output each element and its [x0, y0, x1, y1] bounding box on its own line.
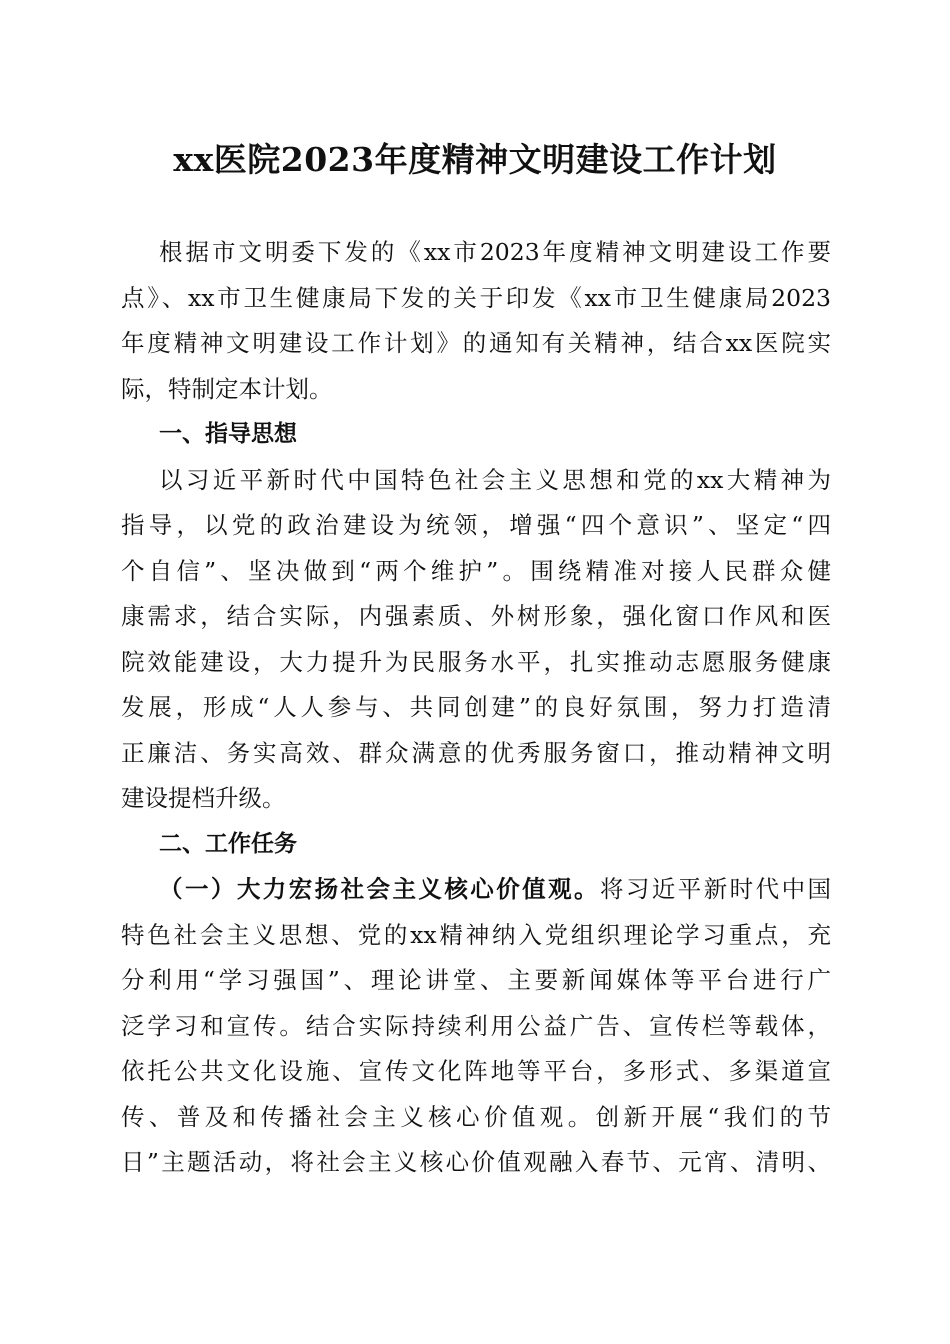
subsection-text: 将习近平新时代中国 — [599, 875, 832, 903]
section1-line: 康需求，结合实际，内强素质、外树形象，强化窗口作风和医 — [121, 602, 831, 630]
section1-line: 指导，以党的政治建设为统领，增强“四个意识”、坚定“四 — [121, 511, 831, 539]
section2-line: 传、普及和传播社会主义核心价值观。创新开展“我们的节 — [121, 1102, 831, 1131]
section1-line: 发展，形成“人人参与、共同创建”的良好氛围，努力打造清 — [121, 693, 831, 721]
intro-line: 根据市文明委下发的《xx市2023年度精神文明建设工作要 — [159, 238, 831, 266]
section2-line: 依托公共文化设施、宣传文化阵地等平台，多形式、多渠道宣 — [121, 1057, 831, 1085]
section1-line: 正廉洁、务实高效、群众满意的优秀服务窗口，推动精神文明 — [121, 738, 831, 767]
section1-line: 以习近平新时代中国特色社会主义思想和党的xx大精神为 — [159, 465, 831, 494]
intro-line: 点》、xx市卫生健康局下发的关于印发《xx市卫生健康局2023 — [121, 283, 831, 312]
section-heading-guiding-thought: 一、指导思想 — [159, 421, 297, 447]
section1-line: 个自信”、坚决做到“两个维护”。围绕精准对接人民群众健 — [121, 556, 831, 585]
intro-line: 际，特制定本计划。 — [121, 374, 333, 403]
section1-line: 建设提档升级。 — [121, 784, 286, 812]
subsection-title: （一）大力宏扬社会主义核心价值观。 — [159, 875, 600, 903]
section2-line: 分利用“学习强国”、理论讲堂、主要新闻媒体等平台进行广 — [121, 966, 831, 994]
page-title: xx医院2023年度精神文明建设工作计划 — [173, 140, 777, 179]
section1-line: 院效能建设，大力提升为民服务水平，扎实推动志愿服务健康 — [121, 647, 831, 676]
section2-line: 日”主题活动，将社会主义核心价值观融入春节、元宵、清明、 — [121, 1148, 831, 1176]
document-body — [121, 230, 831, 1186]
section2-line: 泛学习和宣传。结合实际持续利用公益广告、宣传栏等载体， — [121, 1011, 831, 1040]
section2-line: 特色社会主义思想、党的xx精神纳入党组织理论学习重点，充 — [121, 920, 831, 949]
section2-first-line — [121, 867, 831, 913]
intro-line: 年度精神文明建设工作计划》的通知有关精神，结合xx医院实 — [121, 329, 831, 357]
section-heading-work-tasks: 二、工作任务 — [159, 830, 297, 857]
